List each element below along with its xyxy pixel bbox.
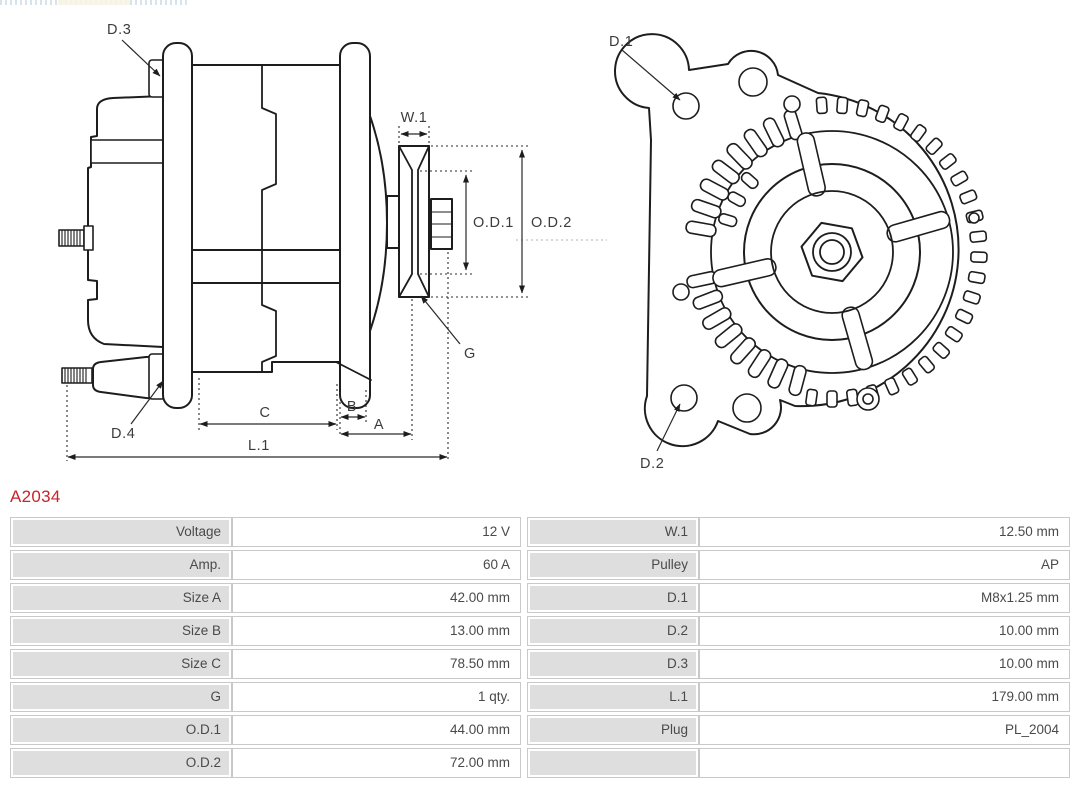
spec-value-cell: 78.50 mm [232,649,521,679]
dim-label-a: A [373,417,385,433]
dim-label-od1: O.D.1 [473,215,514,231]
spec-value-cell: 10.00 mm [699,616,1070,646]
dim-label-d3: D.3 [107,22,132,38]
spec-label-cell: Size B [10,616,232,646]
spec-label-cell: D.1 [527,583,699,613]
spec-value-cell: 12.50 mm [699,517,1070,547]
spec-table [10,517,1070,778]
spec-value-cell: 72.00 mm [232,748,521,778]
spec-value-cell: 10.00 mm [699,649,1070,679]
spec-label-cell: Size A [10,583,232,613]
spec-value-cell: PL_2004 [699,715,1070,745]
spec-value-cell: 42.00 mm [232,583,521,613]
dim-label-l1: L.1 [248,438,270,454]
spec-label-cell: O.D.2 [10,748,232,778]
side-view [59,22,607,461]
dim-label-d1: D.1 [609,34,634,50]
dim-label-od2: O.D.2 [531,215,572,231]
spec-label-cell: Pulley [527,550,699,580]
spec-value-cell: 1 qty. [232,682,521,712]
dim-label-b: B [346,399,358,415]
spec-value-cell [699,748,1070,778]
spec-label-cell [527,748,699,778]
spec-label-cell: Size C [10,649,232,679]
dim-label-g: G [464,346,476,362]
spec-label-cell: L.1 [527,682,699,712]
spec-label-cell: G [10,682,232,712]
spec-value-cell: 60 A [232,550,521,580]
spec-value-cell: 44.00 mm [232,715,521,745]
spec-value-cell: 12 V [232,517,521,547]
dim-label-d4: D.4 [111,426,136,442]
mount-hole-d2 [671,385,697,411]
spec-label-cell: W.1 [527,517,699,547]
spec-value-cell: 179.00 mm [699,682,1070,712]
spec-label-cell: Voltage [10,517,232,547]
dim-label-c: C [259,405,271,421]
spec-value-cell: AP [699,550,1070,580]
spec-label-cell: D.3 [527,649,699,679]
spec-value-cell: 13.00 mm [232,616,521,646]
front-view [609,34,987,472]
spec-label-cell: Amp. [10,550,232,580]
spec-label-cell: Plug [527,715,699,745]
part-number: A2034 [10,487,61,506]
dim-label-d2: D.2 [640,456,665,472]
dim-label-w1: W.1 [400,110,428,126]
spec-label-cell: O.D.1 [10,715,232,745]
spec-label-cell: D.2 [527,616,699,646]
spec-value-cell: M8x1.25 mm [699,583,1070,613]
